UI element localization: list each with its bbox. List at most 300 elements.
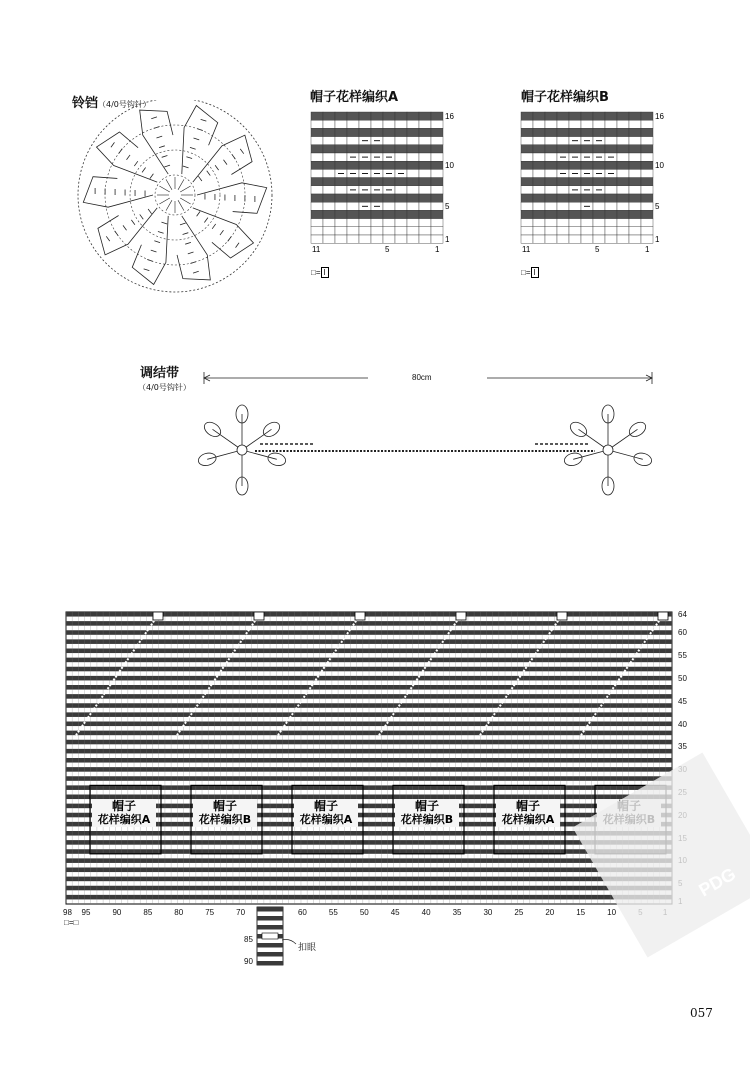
bell-stitch [180,223,186,225]
chart-cell [617,202,629,210]
bell-center-stitch [159,186,169,192]
chart-cell [557,210,569,218]
main-row-label: 55 [678,651,687,661]
chart-cell [617,210,629,218]
main-col-label: 85 [143,908,153,917]
chart-cell [323,120,335,128]
chart-cell [311,120,323,128]
col-label: 1 [645,245,650,255]
chart-a-legend: □= I [311,268,329,277]
chart-cell [593,120,605,128]
chart-cell [419,210,431,218]
chart-cell [311,210,323,218]
chart-cell [617,235,629,243]
chart-cell [431,227,443,235]
chart-cell [371,194,383,202]
bell-stitch [198,176,202,181]
chart-cell [371,219,383,227]
chart-cell [533,153,545,161]
chart-cell [431,145,443,153]
pattern-section-line2: 花样编织B [400,813,454,827]
main-col-label: 90 [112,908,122,917]
chart-cell [311,178,323,186]
chart-cell [533,145,545,153]
chart-cell [581,161,593,169]
row-label: 1 [445,235,450,244]
chart-cell [383,202,395,210]
col-label: 5 [595,245,600,255]
bell-petal [177,216,210,280]
buttonhole-mark [262,933,278,939]
chart-cell [323,227,335,235]
bell-center-stitch [159,198,169,204]
chart-cell [395,202,407,210]
chart-cell [323,161,335,169]
bell-center-stitch [180,198,190,204]
chart-cell [545,153,557,161]
chart-cell [431,128,443,136]
chart-cell [395,112,407,120]
chart-cell [581,210,593,218]
chart-cell [533,219,545,227]
chart-cell [605,137,617,145]
bell-stitch [212,224,216,229]
chart-cell [323,112,335,120]
bell-stitch [183,233,189,235]
chart-cell [521,128,533,136]
chart-cell [629,178,641,186]
chart-cell [641,219,653,227]
chart-cell [617,145,629,153]
chart-cell [569,227,581,235]
bell-stitch [154,241,160,243]
chart-cell [557,186,569,194]
chart-cell [557,235,569,243]
chart-cell [311,145,323,153]
chart-cell [641,169,653,177]
chart-cell [407,202,419,210]
chart-cell [581,120,593,128]
pattern-section-line1: 帽子 [111,799,136,814]
chart-cell [359,210,371,218]
chart-cell [545,169,557,177]
chart-cell [545,137,557,145]
chart-cell [383,112,395,120]
chart-cell [347,128,359,136]
chart-cell [383,235,395,243]
chart-cell [545,219,557,227]
main-row-label: 60 [678,628,687,638]
bell-stitch [151,117,157,119]
chart-cell [431,137,443,145]
chart-cell [359,194,371,202]
chart-cell [605,128,617,136]
chart-cell [641,210,653,218]
pattern-section-line2: 花样编织B [198,813,252,827]
chart-cell [629,128,641,136]
bell-stitch [188,252,194,254]
chart-cell [323,128,335,136]
chart-cell [641,137,653,145]
row-label: 1 [655,235,660,244]
chart-cell [557,202,569,210]
bell-title: 铃铛（4/0号钩针） [72,96,151,111]
chart-cell [311,128,323,136]
bell-stitch [162,155,168,157]
chart-cell [395,128,407,136]
bell-stitch [106,236,110,241]
pattern-section-line1: 帽子 [313,799,338,814]
chart-b-legend: □= I [521,268,539,277]
chart-cell [419,128,431,136]
chart-cell [533,186,545,194]
chart-cell [617,194,629,202]
main-col-label: 20 [545,908,555,917]
bell-stitch [194,138,200,140]
chart-cell [581,128,593,136]
chart-cell [419,178,431,186]
chart-cell [347,145,359,153]
bell-stitch [197,211,201,216]
main-row-label: 35 [678,742,687,752]
chart-cell [593,161,605,169]
section-top-box [355,612,365,620]
chart-cell [311,161,323,169]
chart-cell [419,120,431,128]
chart-cell [347,210,359,218]
chart-cell [407,194,419,202]
cord-title: 调结带 [140,366,180,381]
bell-stitch [223,160,227,165]
chart-cell [371,227,383,235]
chart-cell [371,120,383,128]
chart-cell [581,145,593,153]
chart-cell [323,137,335,145]
chart-cell [569,178,581,186]
chart-cell [557,128,569,136]
chart-cell [311,202,323,210]
pattern-section-label [92,799,156,827]
chart-cell [311,137,323,145]
chart-cell [323,178,335,186]
tab-row-band [257,925,283,930]
chart-cell [323,202,335,210]
pattern-section-label [496,799,560,827]
bell-petal [132,216,168,285]
chart-cell [545,235,557,243]
chart-cell [533,137,545,145]
bell-petal [197,183,267,214]
cord-diagram [195,400,665,500]
bell-stitch [147,259,153,261]
main-col-label: 95 [81,908,91,917]
chart-cell [617,186,629,194]
bell-stitch [150,174,154,179]
chart-cell [431,235,443,243]
chart-cell [371,178,383,186]
chart-cell [605,219,617,227]
chart-cell [605,227,617,235]
chart-cell [395,145,407,153]
bell-stitch [127,155,131,160]
chart-cell [629,227,641,235]
chart-cell [569,145,581,153]
bell-stitch [115,231,119,236]
pattern-section-line2: 花样编织A [501,813,555,827]
chart-cell [407,219,419,227]
section-top-box [254,612,264,620]
chart-cell [335,112,347,120]
chart-cell [641,186,653,194]
chart-cell [605,202,617,210]
row-label: 5 [655,202,660,212]
chart-cell [629,153,641,161]
chart-cell [335,235,347,243]
bell-stitch [111,142,115,147]
chart-cell [629,235,641,243]
tab-row-band [257,916,283,921]
chart-cell [335,194,347,202]
chart-cell [629,169,641,177]
chart-cell [617,178,629,186]
main-row-label: 50 [678,673,687,683]
main-col-label: 40 [421,908,431,917]
chart-cell [581,112,593,120]
main-col-label: 75 [205,908,215,917]
chart-cell [569,120,581,128]
chart-cell [395,178,407,186]
bell-stitch [215,165,219,170]
bell-center-stitch [166,179,172,189]
chart-cell [311,112,323,120]
chart-cell [407,128,419,136]
col-label: 1 [435,245,440,255]
chart-cell [521,194,533,202]
bell-stitch [151,250,157,252]
chart-cell [545,186,557,194]
chart-cell [347,112,359,120]
chart-cell [521,219,533,227]
chart-cell [605,210,617,218]
chart-cell [359,178,371,186]
main-col-label: 45 [390,908,400,917]
chart-cell [581,219,593,227]
chart-cell [359,227,371,235]
chart-cell [605,186,617,194]
tab-row-85: 85 [244,935,253,944]
pattern-section-label [193,799,257,827]
chart-cell [419,137,431,145]
chart-cell [581,178,593,186]
bell-center-stitch [178,179,184,189]
chart-cell [557,194,569,202]
chart-cell [521,137,533,145]
chart-cell [629,186,641,194]
chart-cell [533,227,545,235]
chart-cell [383,219,395,227]
chart-cell [419,161,431,169]
chart-cell [605,112,617,120]
page-number: 057 [690,1006,713,1020]
chart-cell [569,210,581,218]
chart-cell [521,161,533,169]
pattern-section-line1: 帽子 [414,799,439,814]
chart-cell [419,194,431,202]
chart-cell [641,202,653,210]
chart-cell [311,194,323,202]
chart-cell [431,210,443,218]
chart-cell [359,128,371,136]
chart-cell [431,112,443,120]
chart-cell [629,120,641,128]
chart-cell [545,194,557,202]
row-label: 10 [445,161,454,171]
chart-cell [359,145,371,153]
chart-cell [569,161,581,169]
bell-stitch [142,167,146,172]
chart-cell [533,235,545,243]
chart-cell [311,235,323,243]
chart-cell [419,235,431,243]
chart-cell [533,178,545,186]
bell-stitch [220,230,224,235]
chart-cell [419,112,431,120]
chart-cell [629,145,641,153]
chart-cell [557,120,569,128]
chart-cell [593,194,605,202]
main-col-label: 30 [483,908,493,917]
col-label: 11 [522,245,531,255]
main-col-label: 55 [328,908,338,917]
chart-cell [419,227,431,235]
chart-cell [521,210,533,218]
chart-cell [383,145,395,153]
chart-cell [359,120,371,128]
chart-cell [323,145,335,153]
chart-cell [395,235,407,243]
bell-stitch [158,231,164,233]
chart-cell [629,161,641,169]
tab-row-band [257,943,283,948]
chart-cell [431,186,443,194]
chart-cell [641,145,653,153]
cord-flower [563,405,653,495]
chart-cell [629,194,641,202]
bell-stitch [144,269,150,271]
chart-cell [617,128,629,136]
chart-cell [431,153,443,161]
chart-cell [407,112,419,120]
chart-cell [419,169,431,177]
chart-cell [545,145,557,153]
chart-cell [419,219,431,227]
chart-cell [521,178,533,186]
bell-center-stitch [166,200,172,210]
bell-stitch [140,214,144,219]
main-col-label: 50 [359,908,369,917]
bell-petal [182,106,218,175]
chart-cell [641,161,653,169]
chart-cell [407,227,419,235]
chart-cell [641,120,653,128]
chart-cell [569,128,581,136]
chart-cell [521,169,533,177]
chart-cell [395,219,407,227]
chart-cell [545,120,557,128]
chart-cell [323,194,335,202]
chart-cell [395,137,407,145]
bell-stitch [159,146,165,148]
chart-cell [383,137,395,145]
chart-cell [581,235,593,243]
chart-cell [383,194,395,202]
chart-cell [581,194,593,202]
cord-needle: （4/0号钩针） [138,383,191,392]
bell-stitch [240,149,244,154]
chart-cell [521,186,533,194]
main-col-label: 80 [174,908,184,917]
chart-cell [521,227,533,235]
chart-cell [533,128,545,136]
chart-cell [407,161,419,169]
chart-cell [641,112,653,120]
chart-cell [371,235,383,243]
chart-cell [407,153,419,161]
pattern-section-line1: 帽子 [212,799,237,814]
chart-a-grid [309,110,459,260]
cord-length: 80cm [412,373,432,382]
chart-cell [431,219,443,227]
row-label: 5 [445,202,450,212]
bell-stitch [201,119,207,121]
chart-cell [347,235,359,243]
chart-cell [545,178,557,186]
bell-stitch [183,166,189,168]
chart-cell [419,202,431,210]
chart-cell [593,235,605,243]
chart-cell [533,169,545,177]
chart-cell [605,161,617,169]
chart-cell [521,202,533,210]
chart-cell [581,227,593,235]
bell-center-stitch [180,186,190,192]
chart-cell [359,235,371,243]
tab-row-band [257,952,283,957]
chart-cell [605,120,617,128]
chart-cell [545,202,557,210]
chart-cell [323,235,335,243]
chart-cell [371,161,383,169]
row-label: 16 [655,112,664,121]
chart-cell [407,120,419,128]
chart-a-title: 帽子花样编织A [310,90,399,105]
chart-cell [641,128,653,136]
chart-cell [383,161,395,169]
chart-cell [431,161,443,169]
main-col-label: 98 [63,908,72,917]
main-col-label: 15 [576,908,586,917]
chart-cell [521,145,533,153]
chart-cell [629,112,641,120]
chart-cell [545,128,557,136]
bell-stitch [156,136,162,138]
chart-cell [557,227,569,235]
section-top-box [153,612,163,620]
chart-cell [617,169,629,177]
chart-cell [323,153,335,161]
chart-cell [431,202,443,210]
chart-cell [311,227,323,235]
